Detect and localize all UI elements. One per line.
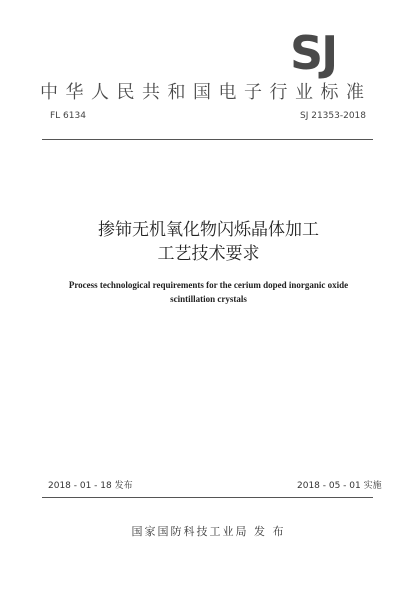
standard-category-title: 中华人民共和国电子行业标准 (40, 82, 372, 103)
document-title-en (40, 278, 377, 306)
standard-number: SJ 21353-2018 (300, 111, 367, 121)
top-divider (42, 139, 373, 140)
title-en-line-2: scintillation crystals (170, 294, 247, 304)
title-en-line-1: Process technological requirements for the cerium doped inorganic oxide (68, 280, 349, 290)
sj-logo: SJ (290, 26, 337, 80)
title-zh-line-1: 掺铈无机氧化物闪烁晶体加工 (98, 220, 319, 240)
document-title-zh (40, 218, 377, 266)
title-zh-line-2: 工艺技术要求 (157, 244, 260, 264)
implementation-date: 2018 - 05 - 01 实施 (297, 481, 382, 491)
classification-code: FL 6134 (50, 111, 86, 121)
bottom-divider (42, 497, 373, 498)
publisher: 国家国防科技工业局 发 布 (131, 525, 286, 538)
issue-date: 2018 - 01 - 18 发布 (48, 481, 133, 491)
